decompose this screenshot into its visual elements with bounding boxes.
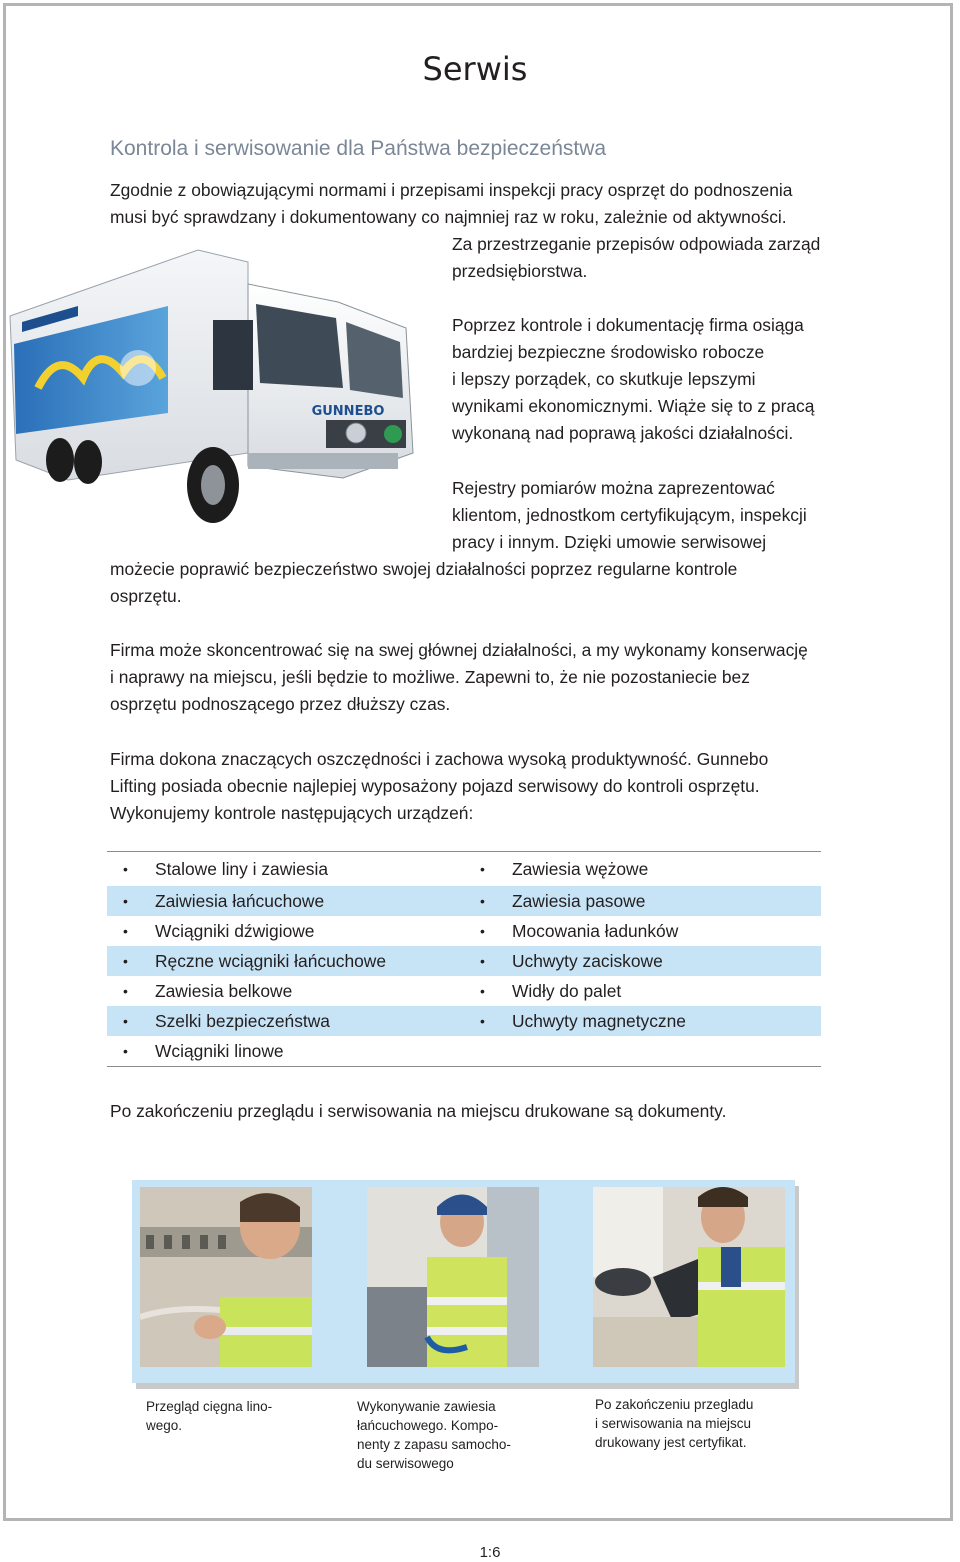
table-row — [107, 886, 821, 916]
closing-paragraph: Po zakończeniu przeglądu i serwisowania na miejscu drukowane są dokumenty. — [110, 1101, 727, 1121]
table-cell: • Zawiesia belkowe — [123, 980, 293, 1001]
table-cell: • Uchwyty zaciskowe — [480, 950, 663, 971]
table-row — [107, 1036, 821, 1066]
table-cell: • Wciągniki linowe — [123, 1040, 284, 1061]
records-paragraph: Rejestry pomiarów można zaprezentować klientom, jednostkom certyfikującym, inspekcji pracy i innym. Dzięki umowie serwisowej — [452, 478, 807, 552]
table-cell: • Zaiwiesia łańcuchowe — [123, 890, 325, 911]
table-row — [107, 946, 821, 976]
intro-paragraph-continued: Za przestrzeganie przepisów odpowiada zarząd przedsiębiorstwa. — [452, 234, 821, 281]
table-cell: • Zawiesia pasowe — [480, 890, 646, 911]
table-row — [107, 852, 821, 886]
photo-certificate-printing — [593, 1187, 785, 1367]
records-paragraph-continued: możecie poprawić bezpieczeństwo swojej działalności poprzez regularne kontrole osprzętu. — [110, 559, 738, 606]
maintenance-paragraph: Firma może skoncentrować się na swej głównej działalności, a my wykonamy konserwację i naprawy na miejscu, jeśli będzie to możliwe. Zapewni to, że nie pozostaniecie bez osprzętu podnoszącego przez dłuższy czas. — [110, 640, 808, 714]
table-cell: • Widły do palet — [480, 980, 622, 1001]
section-subtitle: Kontrola i serwisowanie dla Państwa bezpieczeństwa — [110, 137, 607, 160]
table-row — [107, 1006, 821, 1036]
page-title: Serwis — [422, 50, 528, 88]
table-cell: • Uchwyty magnetyczne — [480, 1010, 686, 1031]
truck-brand-text: GUNNEBO — [311, 404, 385, 419]
documentation-paragraph: Poprzez kontrole i dokumentację firma osiąga bardziej bezpieczne środowisko robocze i lepszy porządek, co skutkuje lepszymi wynikami ekonomicznymi. Wiąże się to z pracą wykonaną nad poprawą jakości działalności. — [452, 315, 815, 443]
table-cell: • Mocowania ładunków — [480, 920, 679, 941]
table-row — [107, 976, 821, 1006]
table-cell: • Wciągniki dźwigiowe — [123, 920, 315, 941]
caption-rope-inspection: Przegląd cięgna lino- wego. — [146, 1399, 273, 1433]
photo-rope-inspection — [140, 1187, 312, 1367]
page-number: 1:6 — [479, 1544, 501, 1561]
caption-certificate: Po zakończeniu przegladu i serwisowania na miejscu drukowany jest certyfikat. — [595, 1397, 754, 1450]
table-cell: • Ręczne wciągniki łańcuchowe — [123, 950, 387, 971]
table-cell: • Zawiesia wężowe — [480, 858, 649, 879]
table-cell: • Stalowe liny i zawiesia — [123, 858, 329, 879]
table-row — [107, 916, 821, 946]
intro-paragraph: Zgodnie z obowiązującymi normami i przepisami inspekcji pracy osprzęt do podnoszenia musi być sprawdzany i dokumentowany co najmniej raz w roku, zależnie od aktywności. — [110, 180, 793, 227]
equipment-table — [107, 851, 821, 1067]
caption-chain-sling: Wykonywanie zawiesia łańcuchowego. Kompo- nenty z zapasu samocho- du serwisowego — [357, 1399, 511, 1471]
savings-paragraph: Firma dokona znaczących oszczędności i zachowa wysoką produktywność. Gunnebo Lifting posiada obecnie najlepiej wyposażony pojazd serwisowy do kontroli osprzętu. Wykonujemy kontrole następujących urządzeń: — [110, 749, 769, 823]
service-truck-image — [8, 248, 428, 533]
table-cell: • Szelki bezpieczeństwa — [123, 1010, 330, 1031]
photo-chain-sling — [367, 1187, 539, 1367]
